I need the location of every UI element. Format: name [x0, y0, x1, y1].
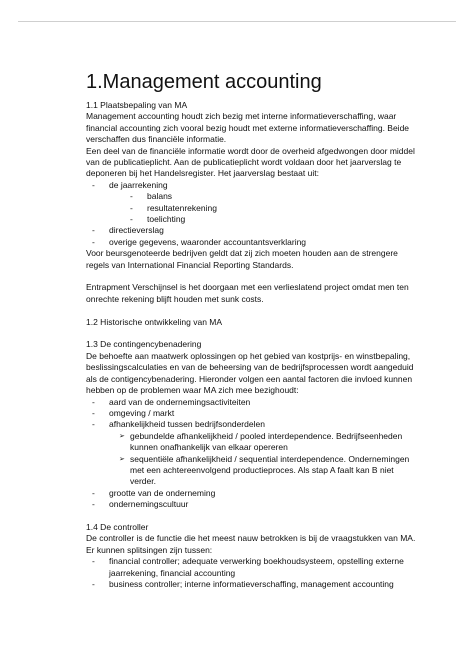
header-rule [18, 21, 456, 22]
section-heading-1-1: 1.1 Plaatsbepaling van MA [86, 100, 188, 110]
interdependence-list [86, 431, 422, 488]
dash-bullet: - [92, 556, 95, 567]
section-heading-1-4: 1.4 De controller [86, 521, 149, 532]
list-item-text: afhankelijkheid tussen bedrijfsonderdelen [109, 419, 265, 430]
list-item-text: business controller; interne informatieverschaffing, management accounting [109, 579, 394, 589]
arrow-bullet-icon: ➢ [119, 455, 125, 463]
chapter-title: 1.Management accounting [86, 71, 322, 93]
list-item-text: directieverslag [109, 225, 164, 236]
list-item-text: gebundelde afhankelijkheid / pooled interdependence. Bedrijfseenheden kunnen onafhankelijk van elkaar opereren [130, 430, 403, 453]
list-item-text: omgeving / markt [109, 407, 175, 418]
paragraph-controller: De controller is de functie die het meest nauw betrokken is bij de vraagstukken van MA. Er kunnen splitsingen zijn tussen: [86, 533, 418, 555]
paragraph-ifrs: Voor beursgenoteerde bedrijven geldt dat zij zich moeten houden aan de strengere regels van International Financial Reporting Standards. [86, 248, 401, 270]
factor-list [86, 397, 422, 431]
list-item [92, 237, 422, 248]
dash-bullet: - [92, 407, 95, 418]
arrow-bullet-icon: ➢ [119, 432, 125, 440]
section-heading-1-2: 1.2 Historische ontwikkeling van MA [86, 316, 223, 327]
list-item [92, 419, 422, 430]
list-item-text: resultatenrekening [147, 202, 217, 213]
list-item [92, 488, 422, 499]
dash-bullet: - [92, 579, 95, 589]
list-item [92, 408, 422, 419]
list-item [92, 431, 422, 454]
list-item-text: balans [147, 191, 173, 202]
list-item [92, 579, 422, 590]
list-item [92, 225, 422, 236]
dash-bullet: - [92, 236, 95, 247]
list-item-text: ondernemingscultuur [109, 499, 189, 510]
list-item-text: toelichting [147, 214, 186, 225]
dash-bullet: - [92, 225, 95, 236]
list-item [92, 397, 422, 408]
list-item [130, 191, 422, 202]
document-page [86, 70, 422, 590]
factor-list-continued [86, 488, 422, 511]
list-item [130, 203, 422, 214]
list-item [130, 214, 422, 225]
dash-bullet: - [92, 499, 95, 510]
dash-bullet: - [130, 202, 133, 213]
list-item-text: grootte van de onderneming [109, 487, 216, 498]
controller-list [86, 556, 422, 590]
list-item-text: financial controller; adequate verwerking boekhoudsysteem, opstelling externe jaarrekening, financial accounting [109, 556, 404, 578]
dash-bullet: - [130, 214, 133, 225]
paragraph-contingency: De behoefte aan maatwerk oplossingen op het gebied van kostprijs- en winstbepaling, beslissingscalculaties en van de beheersing van de bedrijfsprocessen wordt aangeduid als de contigencybenadering. Hieronder volgen een aantal factoren die invloed kunnen hebben op de problemen waar MA zich mee bezighoudt: [86, 350, 416, 396]
jaarverslag-list [86, 180, 422, 248]
list-item-text: overige gegevens, waaronder accountantsverklaring [109, 236, 307, 247]
list-item-text: aard van de ondernemingsactiviteiten [109, 396, 251, 407]
dash-bullet: - [92, 396, 95, 407]
dash-bullet: - [92, 487, 95, 498]
dash-bullet: - [130, 191, 133, 202]
dash-bullet: - [92, 419, 95, 430]
list-item [92, 454, 422, 488]
section-heading-1-3: 1.3 De contingencybenadering [86, 339, 202, 350]
list-item [92, 180, 422, 191]
paragraph-publicatieplicht: Een deel van de financiële informatie wordt door de overheid afgedwongen door middel van de publicatieplicht. Aan de publicatieplicht wordt voldaan door het jaarverslag te deponeren bij het Handelsregister. Het jaarverslag bestaat uit: [86, 145, 418, 179]
list-item-text: sequentiële afhankelijkheid / sequential interdependence. Ondernemingen met een achtereenvolgend productieproces. Als stap A faalt kan B niet verder. [130, 453, 410, 487]
paragraph-ma-definition: Management accounting houdt zich bezig met interne informatieverschaffing, waar financial accounting zich vooral bezig houdt met externe informatieverschaffing. Beide verschaffen dus financiële informatie. [86, 111, 412, 145]
list-item [92, 499, 422, 510]
paragraph-entrapment: Entrapment Verschijnsel is het doorgaan met een verlieslatend project omdat men ten onrechte rekening blijft houden met sunk costs. [86, 282, 412, 304]
list-item-text: de jaarrekening [109, 179, 168, 190]
dash-bullet: - [92, 179, 95, 190]
list-item [92, 556, 422, 579]
